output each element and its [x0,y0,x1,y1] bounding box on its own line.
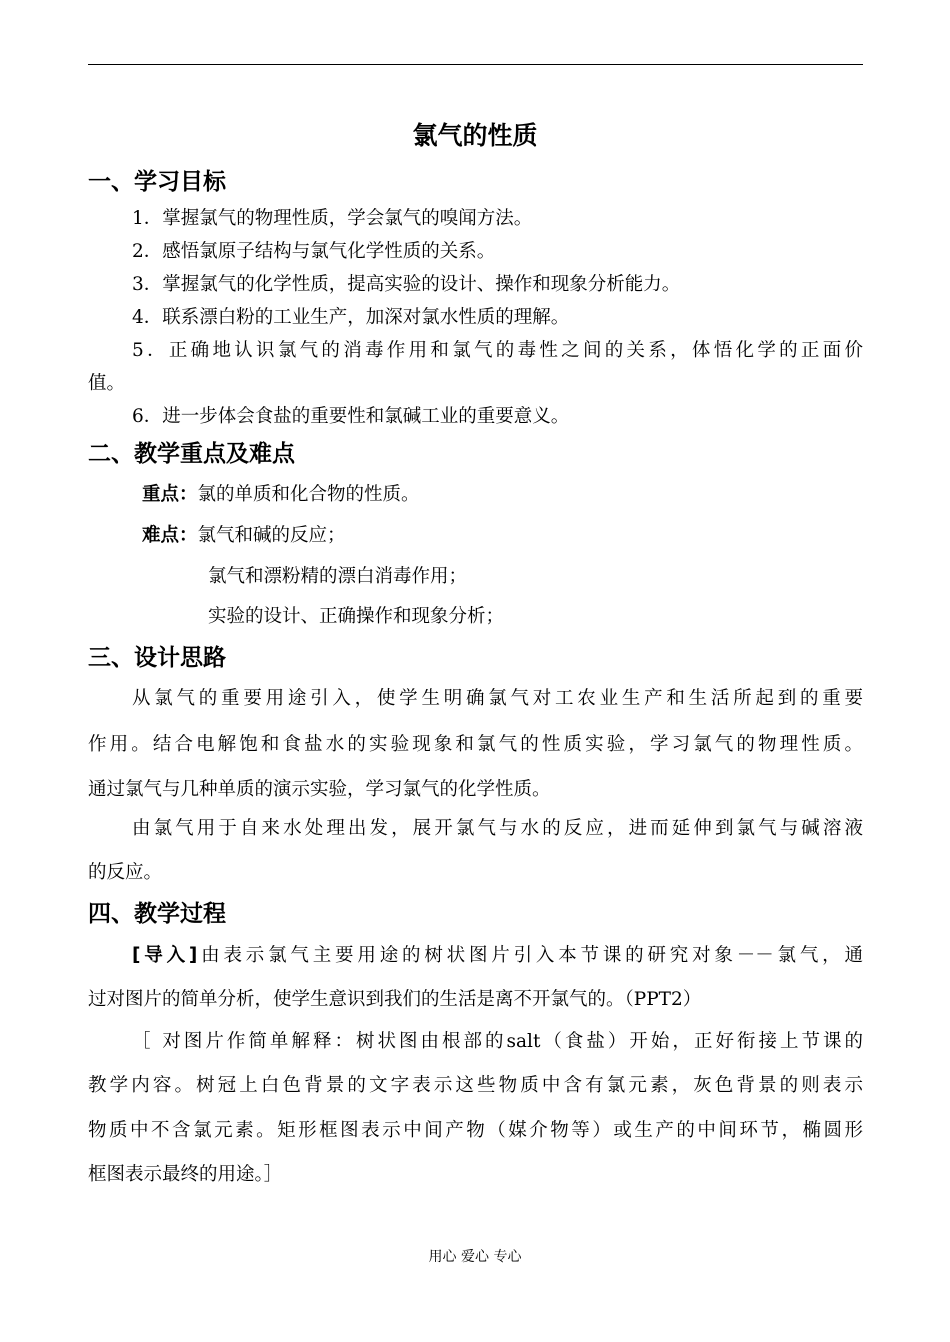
section-heading-goals: 一、学习目标 [88,169,226,195]
difficulty-text: 氯气和漂粉精的漂白消毒作用； [208,566,468,587]
note-line: 框图表示最终的用途。］ [88,1164,283,1185]
goal-item: 1．掌握氯气的物理性质，学会氯气的嗅闻方法。 [132,208,533,229]
goal-item: 6．进一步体会食盐的重要性和氯碱工业的重要意义。 [132,406,570,427]
document-title: 氯气的性质 [412,121,538,150]
intro-line [132,941,863,971]
paragraph-line: 由氯气用于自来水处理出发，展开氯气与水的反应，进而延伸到氯气与碱溶液 [132,818,863,839]
key-point-label: 重点： [142,484,198,505]
note-line: 物质中不含氯元素。矩形框图表示中间产物（媒介物等）或生产的中间环节，椭圆形 [88,1120,863,1141]
difficulty-row [142,521,346,551]
intro-line: 过对图片的简单分析，使学生意识到我们的生活是离不开氯气的。（PPT2） [88,989,702,1010]
intro-label: [导入] [132,945,198,966]
difficulty-text: 实验的设计、正确操作和现象分析； [208,606,505,627]
goal-item-continuation: 值。 [88,373,126,394]
section-heading-process: 四、教学过程 [88,901,226,927]
paragraph-line: 从氯气的重要用途引入，使学生明确氯气对工农业生产和生活所起到的重要 [132,688,863,709]
note-line: 教学内容。树冠上白色背景的文字表示这些物质中含有氯元素，灰色背景的则表示 [88,1075,863,1096]
header-rule [88,64,863,65]
paragraph-line: 通过氯气与几种单质的演示实验，学习氯气的化学性质。 [88,779,551,800]
section-heading-design: 三、设计思路 [88,645,226,671]
key-point-text: 氯的单质和化合物的性质。 [197,484,420,505]
key-point-row [142,480,420,510]
goal-item: 3．掌握氯气的化学性质，提高实验的设计、操作和现象分析能力。 [132,274,681,295]
goal-item: 2．感悟氯原子结构与氯气化学性质的关系。 [132,241,496,262]
note-line: ［ 对图片作简单解释：树状图由根部的salt（食盐）开始，正好衔接上节课的 [132,1031,863,1052]
goal-item: 4．联系漂白粉的工业生产，加深对氯水性质的理解。 [132,307,570,328]
paragraph-line: 的反应。 [88,862,163,883]
intro-text: 由表示氯气主要用途的树状图片引入本节课的研究对象－－氯气，通 [197,945,863,966]
difficulty-text: 氯气和碱的反应； [197,525,346,546]
page-footer: 用心 爱心 专心 [428,1249,522,1265]
goal-item: 5．正确地认识氯气的消毒作用和氯气的毒性之间的关系，体悟化学的正面价 [132,340,863,361]
difficulty-label: 难点： [142,525,198,546]
paragraph-line: 作用。结合电解饱和食盐水的实验现象和氯气的性质实验，学习氯气的物理性质。 [88,734,863,755]
section-heading-key-points: 二、教学重点及难点 [88,441,295,467]
